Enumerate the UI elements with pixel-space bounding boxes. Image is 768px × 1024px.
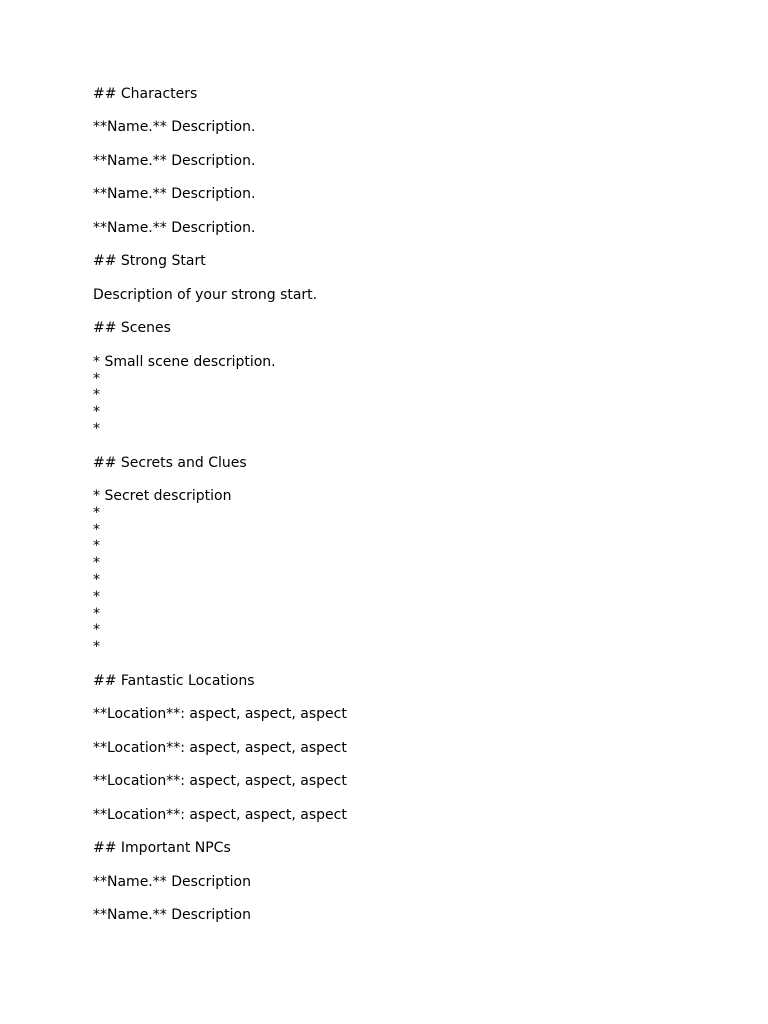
secret-item: * bbox=[93, 572, 100, 589]
secret-item: * bbox=[93, 521, 100, 538]
character-entry: **Name.** Description. bbox=[93, 152, 256, 169]
secret-item: * bbox=[93, 538, 100, 555]
scene-item: * bbox=[93, 421, 100, 438]
characters-heading: ## Characters bbox=[93, 86, 198, 102]
secret-item: * bbox=[93, 622, 100, 639]
character-entry: **Name.** Description. bbox=[93, 119, 256, 136]
npc-entry: **Name.** Description bbox=[93, 907, 251, 924]
scene-item: * bbox=[93, 404, 100, 421]
secret-item: * bbox=[93, 504, 100, 521]
document-page bbox=[93, 86, 713, 924]
strong-start-heading: ## Strong Start bbox=[93, 253, 206, 270]
location-entry: **Location**: aspect, aspect, aspect bbox=[93, 706, 347, 723]
scenes-heading: ## Scenes bbox=[93, 320, 171, 337]
scene-item: * Small scene description. bbox=[93, 353, 276, 370]
scene-item: * bbox=[93, 370, 100, 387]
location-entry: **Location**: aspect, aspect, aspect bbox=[93, 773, 347, 790]
scene-item: * bbox=[93, 387, 100, 404]
secrets-heading: ## Secrets and Clues bbox=[93, 454, 247, 471]
location-entry: **Location**: aspect, aspect, aspect bbox=[93, 739, 347, 756]
secret-item: * bbox=[93, 605, 100, 622]
locations-heading: ## Fantastic Locations bbox=[93, 672, 255, 689]
secret-item: * bbox=[93, 555, 100, 572]
npc-entry: **Name.** Description bbox=[93, 873, 251, 890]
secret-item: * Secret description bbox=[93, 488, 232, 505]
strong-start-text: Description of your strong start. bbox=[93, 286, 318, 303]
npcs-heading: ## Important NPCs bbox=[93, 840, 231, 857]
character-entry: **Name.** Description. bbox=[93, 219, 256, 236]
location-entry: **Location**: aspect, aspect, aspect bbox=[93, 806, 347, 823]
character-entry: **Name.** Description. bbox=[93, 186, 256, 203]
secret-item: * bbox=[93, 588, 100, 605]
secret-item: * bbox=[93, 639, 100, 656]
